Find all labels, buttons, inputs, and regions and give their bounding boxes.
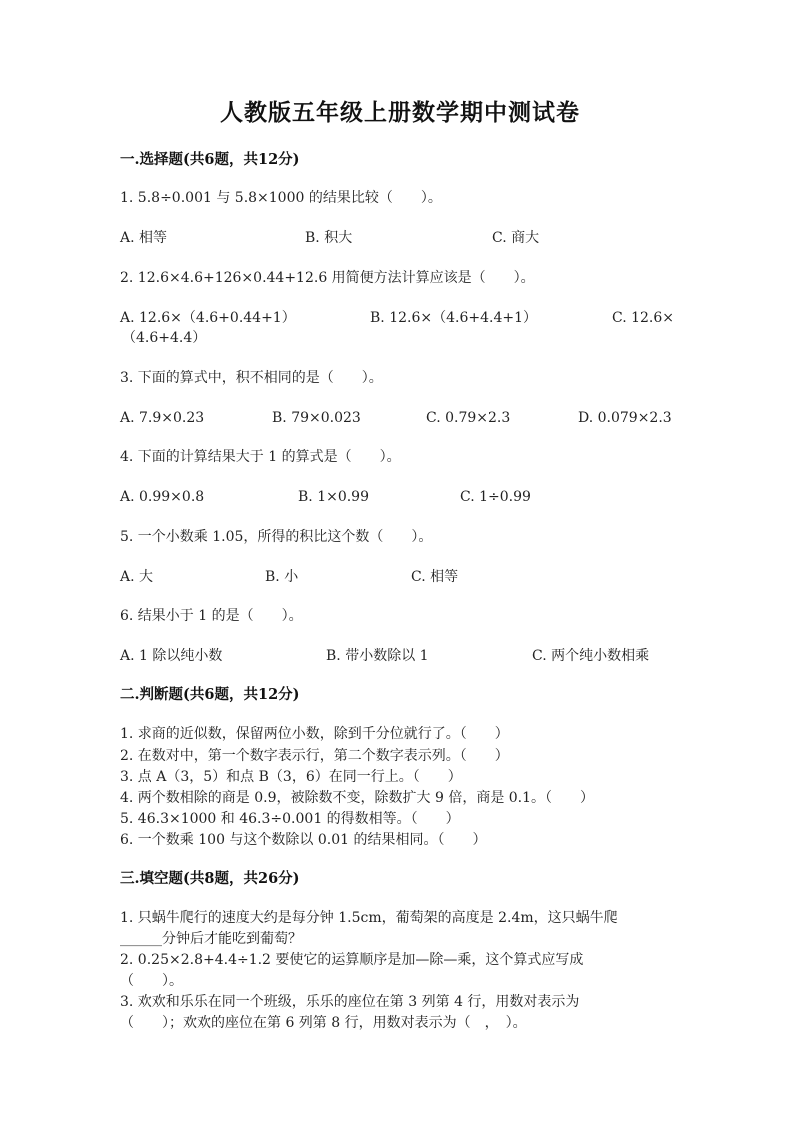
judgement-item-4: 4. 两个数相除的商是 0.9，被除数不变，除数扩大 9 倍，商是 0.1。（ ） <box>120 790 595 806</box>
q3-option-c: C. 0.79×2.3 <box>426 410 511 426</box>
q3-option-b: B. 79×0.023 <box>272 410 361 426</box>
q2-option-c: C. 12.6× <box>612 310 675 326</box>
fill-blank-3-line-1: 3. 欢欢和乐乐在同一个班级，乐乐的座位在第 3 列第 4 行，用数对表示为 <box>120 994 580 1010</box>
q4-option-a: A. 0.99×0.8 <box>120 489 205 505</box>
q1-option-b: B. 积大 <box>305 230 353 246</box>
judgement-item-3: 3. 点 A（3，5）和点 B（3，6）在同一行上。（ ） <box>120 769 462 785</box>
question-1: 1. 5.8÷0.001 与 5.8×1000 的结果比较（ ）。 <box>120 190 442 206</box>
q1-option-c: C. 商大 <box>492 230 540 246</box>
judgement-item-2: 2. 在数对中，第一个数字表示行，第二个数字表示列。（ ） <box>120 748 509 764</box>
q5-option-a: A. 大 <box>120 569 154 585</box>
q6-option-a: A. 1 除以纯小数 <box>120 648 223 664</box>
fill-blank-3-line-2: （ ）；欢欢的座位在第 6 列第 8 行，用数对表示为（ ， ）。 <box>120 1015 527 1031</box>
q6-option-c: C. 两个纯小数相乘 <box>532 648 650 664</box>
q5-option-c: C. 相等 <box>411 569 459 585</box>
question-3: 3. 下面的算式中，积不相同的是（ ）。 <box>120 370 383 386</box>
question-2: 2. 12.6×4.6+126×0.44+12.6 用简便方法计算应该是（ ）。 <box>120 270 535 286</box>
q2-option-b: B. 12.6×（4.6+4.4+1） <box>370 310 537 326</box>
section-header-choice: 一.选择题(共6题，共12分) <box>120 151 300 168</box>
q4-option-c: C. 1÷0.99 <box>460 489 531 505</box>
question-5: 5. 一个小数乘 1.05，所得的积比这个数（ ）。 <box>120 529 433 545</box>
q1-option-a: A. 相等 <box>120 230 168 246</box>
q2-option-a: A. 12.6×（4.6+0.44+1） <box>120 310 296 326</box>
question-4: 4. 下面的计算结果大于 1 的算式是（ ）。 <box>120 449 401 465</box>
fill-blank-2-line-2: （ ）。 <box>120 973 183 989</box>
q3-option-d: D. 0.079×2.3 <box>578 410 672 426</box>
q3-option-a: A. 7.9×0.23 <box>120 410 205 426</box>
fill-blank-2-line-1: 2. 0.25×2.8+4.4÷1.2 要使它的运算顺序是加—除—乘，这个算式应写成 <box>120 952 584 968</box>
section-header-judgement: 二.判断题(共6题，共12分) <box>120 686 300 703</box>
judgement-item-5: 5. 46.3×1000 和 46.3÷0.001 的得数相等。（ ） <box>120 811 460 827</box>
fill-blank-1-line-2: ______分钟后才能吃到葡萄？ <box>120 931 302 947</box>
judgement-item-1: 1. 求商的近似数，保留两位小数，除到千分位就行了。（ ） <box>120 726 509 742</box>
section-header-fill-blank: 三.填空题(共8题，共26分) <box>120 870 300 887</box>
q5-option-b: B. 小 <box>265 569 299 585</box>
q6-option-b: B. 带小数除以 1 <box>326 648 429 664</box>
judgement-item-6: 6. 一个数乘 100 与这个数除以 0.01 的结果相同。（ ） <box>120 832 487 848</box>
q2-option-c-wrap: （4.6+4.4） <box>122 330 207 346</box>
page-title: 人教版五年级上册数学期中测试卷 <box>220 99 580 126</box>
q4-option-b: B. 1×0.99 <box>298 489 369 505</box>
fill-blank-1-line-1: 1. 只蜗牛爬行的速度大约是每分钟 1.5cm，葡萄架的高度是 2.4m，这只蜗牛爬 <box>120 910 618 926</box>
question-6: 6. 结果小于 1 的是（ ）。 <box>120 608 303 624</box>
